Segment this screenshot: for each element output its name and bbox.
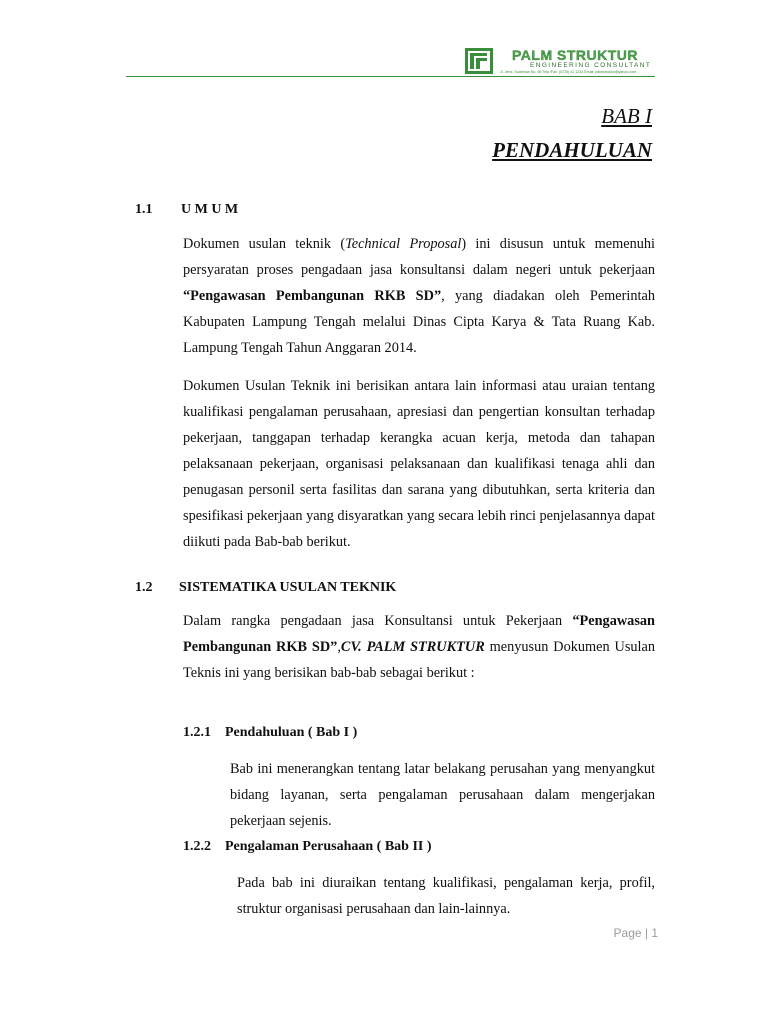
subsection-number: 1.2.2 <box>183 839 211 854</box>
text-run-bold-italic: CV. PALM STRUKTUR <box>340 639 485 655</box>
section-title: U M U M <box>181 202 239 217</box>
company-name: PALM STRUKTUR <box>512 47 639 63</box>
text-run-bold: “Pengawasan Pembangunan RKB SD” <box>183 613 655 655</box>
text-run: ) ini disusun untuk memenuhi persyaratan proses pengadaan jasa konsultansi dalam negeri untuk pekerjaan <box>183 236 655 278</box>
chapter-title: PENDAHULUAN <box>492 138 652 162</box>
header-rule <box>126 76 655 77</box>
subsection-title: Pendahuluan ( Bab I ) <box>225 725 358 740</box>
paragraph <box>183 231 655 361</box>
subsection-number: 1.2.1 <box>183 725 211 740</box>
text-run: Dalam rangka pengadaan jasa Konsultansi untuk Pekerjaan <box>183 613 573 629</box>
page-number: Page | 1 <box>613 926 658 940</box>
subsection-heading <box>183 839 432 855</box>
text-run: Dokumen usulan teknik ( <box>183 236 346 252</box>
company-logo-icon <box>465 48 493 74</box>
section-number: 1.1 <box>135 202 153 217</box>
paragraph <box>183 608 655 686</box>
chapter-number: BAB I <box>601 104 652 128</box>
paragraph: Bab ini menerangkan tentang latar belakang perusahan yang menyangkut bidang layanan, serta pengalaman perusahaan dalam mengerjakan pekerjaan sejenis. <box>230 761 655 829</box>
company-subtitle: ENGINEERING CONSULTANT <box>530 62 652 69</box>
section-number: 1.2 <box>135 580 153 595</box>
section-title: SISTEMATIKA USULAN TEKNIK <box>179 580 397 595</box>
text-run: , yang diadakan oleh Pemerintah Kabupaten Lampung Tengah melalui Dinas Cipta Karya & Tata Ruang Kab. Lampung Tengah Tahun Anggaran 2014. <box>183 288 655 356</box>
paragraph: Dokumen Usulan Teknik ini berisikan antara lain informasi atau uraian tentang kualifikasi pengalaman perusahaan, apresiasi dan pengertian konsultan terhadap pekerjaan, tanggapan terhadap kerangka acuan kerja, metoda dan tahapan pelaksanaan pekerjaan, organisasi pelaksanaan dan kualifikasi tenaga ahli dan penugasan personil serta fasilitas dan sarana yang dibutuhkan, serta kriteria dan spesifikasi pekerjaan yang disyaratkan yang secara lebih rinci penjelasannya dapat diikuti pada Bab-bab berikut. <box>183 378 655 550</box>
text-run-italic: Technical Proposal <box>345 236 462 252</box>
company-tagline: Jl. Jend. Sudirman No. 56 Telp./Fax. (0725) 41 1234 Email: palmstruktur@yahoo.com <box>500 70 637 74</box>
text-run: , <box>337 639 341 655</box>
subsection-heading <box>183 725 357 741</box>
text-run: menyusun Dokumen Usulan Teknis ini yang berisikan bab-bab sebagai berikut : <box>183 639 656 681</box>
paragraph: Pada bab ini diuraikan tentang kualifikasi, pengalaman kerja, profil, struktur organisasi perusahaan dan lain-lainnya. <box>237 875 655 917</box>
text-run-bold: “Pengawasan Pembangunan RKB SD” <box>183 288 442 304</box>
subsection-title: Pengalaman Perusahaan ( Bab II ) <box>225 839 432 854</box>
